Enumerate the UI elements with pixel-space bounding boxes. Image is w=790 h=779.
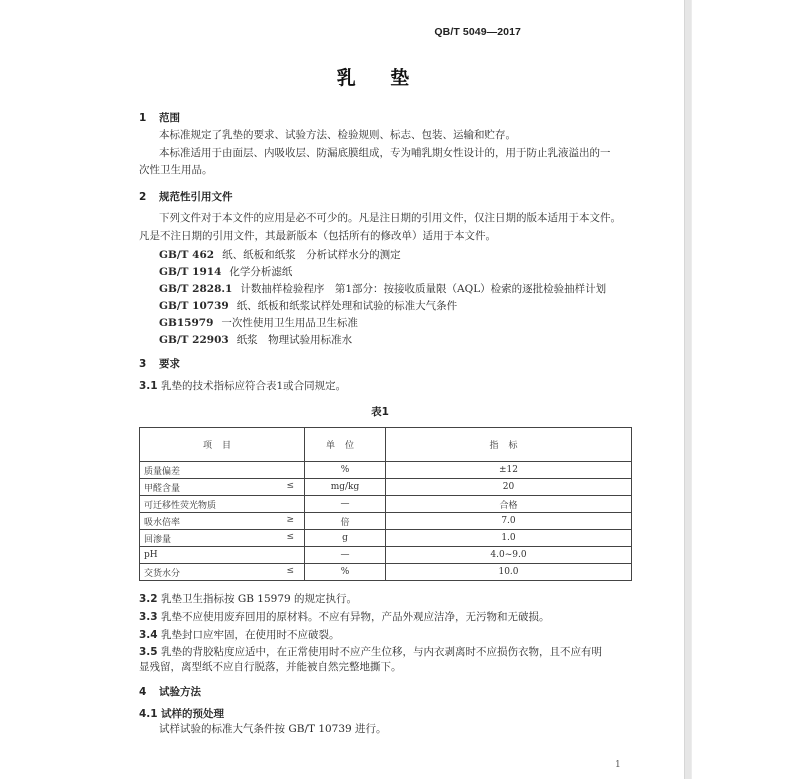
clause-3-4 <box>139 627 340 642</box>
reference-title: 化学分析滤纸 <box>229 266 293 278</box>
clause-number: 3.2 <box>139 593 158 605</box>
table-row <box>140 462 632 479</box>
item-name: 质量偏差 <box>144 466 181 477</box>
value-cell: ±12 <box>386 462 632 479</box>
item-cell <box>140 462 305 479</box>
reference-title: 纸、纸板和纸浆试样处理和试验的标准大气条件 <box>236 300 458 312</box>
value-cell: 4.0~9.0 <box>386 547 632 564</box>
unit-cell: % <box>305 462 386 479</box>
document-title: 乳 垫 <box>336 67 424 89</box>
comparison-symbol: ≥ <box>286 515 294 525</box>
reference-item <box>159 298 457 313</box>
item-cell <box>140 547 305 564</box>
item-name: 交货水分 <box>144 568 181 579</box>
column-header-unit: 单位 <box>305 428 386 462</box>
paragraph: 凡是不注日期的引用文件，其最新版本（包括所有的修改单）适用于本文件。 <box>139 230 496 242</box>
item-name: 吸水倍率 <box>144 517 181 528</box>
section-4-heading <box>139 684 201 699</box>
column-header-value: 指标 <box>386 428 632 462</box>
item-name: 回渗量 <box>144 534 172 545</box>
unit-cell: — <box>305 547 386 564</box>
value-cell: 合格 <box>386 496 632 513</box>
comparison-symbol: ≤ <box>286 532 294 542</box>
clause-text: 乳垫封口应牢固，在使用时不应破裂。 <box>161 629 340 641</box>
item-cell <box>140 513 305 530</box>
unit-cell: — <box>305 496 386 513</box>
section-1-heading <box>139 110 180 125</box>
reference-item <box>159 315 358 330</box>
table-row <box>140 530 632 547</box>
paragraph: 试样试验的标准大气条件按 GB/T 10739 进行。 <box>159 723 387 735</box>
item-name: pH <box>144 550 158 560</box>
item-name: 甲醛含量 <box>144 483 181 494</box>
section-title: 试验方法 <box>159 686 201 698</box>
page-number: 1 <box>615 760 621 770</box>
item-cell <box>140 564 305 581</box>
item-name: 可迁移性荧光物质 <box>144 500 217 511</box>
table-header-row <box>140 428 632 462</box>
reference-code: GB/T 1914 <box>159 266 222 278</box>
unit-cell: mg/kg <box>305 479 386 496</box>
table-caption: 表1 <box>371 406 389 418</box>
unit-cell: 倍 <box>305 513 386 530</box>
section-2-heading <box>139 189 233 204</box>
paragraph: 下列文件对于本文件的应用是必不可少的。凡是注日期的引用文件，仅注日期的版本适用于本文件。 <box>159 212 621 224</box>
value-cell: 20 <box>386 479 632 496</box>
clause-text: 乳垫的技术指标应符合表1或合同规定。 <box>161 380 347 392</box>
section-title: 范围 <box>159 112 180 124</box>
reference-code: GB/T 2828.1 <box>159 283 233 295</box>
reference-title: 纸、纸板和纸浆 分析试样水分的测定 <box>222 249 401 261</box>
item-cell <box>140 530 305 547</box>
reference-item <box>159 264 292 279</box>
column-header-item: 项目 <box>140 428 305 462</box>
subsection-4-1-heading <box>139 706 224 721</box>
reference-title: 计数抽样检验程序 第1部分：按接收质量限（AQL）检索的逐批检验抽样计划 <box>240 283 607 295</box>
clause-3-3 <box>139 609 550 624</box>
standard-code: QB/T 5049—2017 <box>434 26 521 38</box>
clause-number: 4.1 <box>139 708 158 720</box>
comparison-symbol: ≤ <box>286 566 294 576</box>
section-number: 4 <box>139 686 147 698</box>
section-3-heading <box>139 356 180 371</box>
section-number: 1 <box>139 112 147 124</box>
clause-text: 乳垫不应使用废弃回用的原材料。不应有异物，产品外观应洁净，无污物和无破损。 <box>161 611 550 623</box>
reference-code: GB/T 462 <box>159 249 215 261</box>
section-title: 要求 <box>159 358 180 370</box>
table-row <box>140 479 632 496</box>
value-cell: 1.0 <box>386 530 632 547</box>
viewer-background <box>692 0 790 779</box>
paragraph: 本标准适用于由面层、内吸收层、防漏底膜组成，专为哺乳期女性设计的，用于防止乳液溢出的一 <box>159 147 611 159</box>
value-cell: 7.0 <box>386 513 632 530</box>
clause-number: 3.5 <box>139 646 158 658</box>
clause-3-2 <box>139 591 357 606</box>
reference-code: GB/T 22903 <box>159 334 229 346</box>
paragraph: 次性卫生用品。 <box>139 164 213 176</box>
page-edge-scrollbar[interactable] <box>684 0 692 779</box>
clause-text: 乳垫的背胶粘度应适中，在正常使用时不应产生位移，与内衣剥离时不应损伤衣物，且不应有明 <box>161 646 602 658</box>
clause-number: 3.4 <box>139 629 158 641</box>
reference-title: 纸浆 物理试验用标准水 <box>236 334 353 346</box>
table-row <box>140 564 632 581</box>
table-row <box>140 496 632 513</box>
spec-table <box>139 427 632 581</box>
reference-title: 一次性使用卫生用品卫生标准 <box>221 317 358 329</box>
value-cell: 10.0 <box>386 564 632 581</box>
clause-3-5 <box>139 644 602 659</box>
reference-item <box>159 247 401 262</box>
subsection-title: 试样的预处理 <box>161 708 224 720</box>
clause-text: 乳垫卫生指标按 GB 15979 的规定执行。 <box>161 593 358 605</box>
section-title: 规范性引用文件 <box>159 191 233 203</box>
clause-number: 3.3 <box>139 611 158 623</box>
clause-3-1 <box>139 378 346 393</box>
unit-cell: % <box>305 564 386 581</box>
unit-cell: g <box>305 530 386 547</box>
table-row <box>140 513 632 530</box>
reference-item <box>159 281 606 296</box>
clause-number: 3.1 <box>139 380 158 392</box>
reference-code: GB15979 <box>159 317 214 329</box>
comparison-symbol: ≤ <box>286 481 294 491</box>
section-number: 3 <box>139 358 147 370</box>
item-cell <box>140 479 305 496</box>
section-number: 2 <box>139 191 147 203</box>
paragraph: 本标准规定了乳垫的要求、试验方法、检验规则、标志、包装、运输和贮存。 <box>159 129 516 141</box>
reference-item <box>159 332 352 347</box>
clause-continuation: 显残留，离型纸不应自行脱落，并能被自然完整地撕下。 <box>139 661 402 673</box>
table-row <box>140 547 632 564</box>
reference-code: GB/T 10739 <box>159 300 229 312</box>
item-cell <box>140 496 305 513</box>
